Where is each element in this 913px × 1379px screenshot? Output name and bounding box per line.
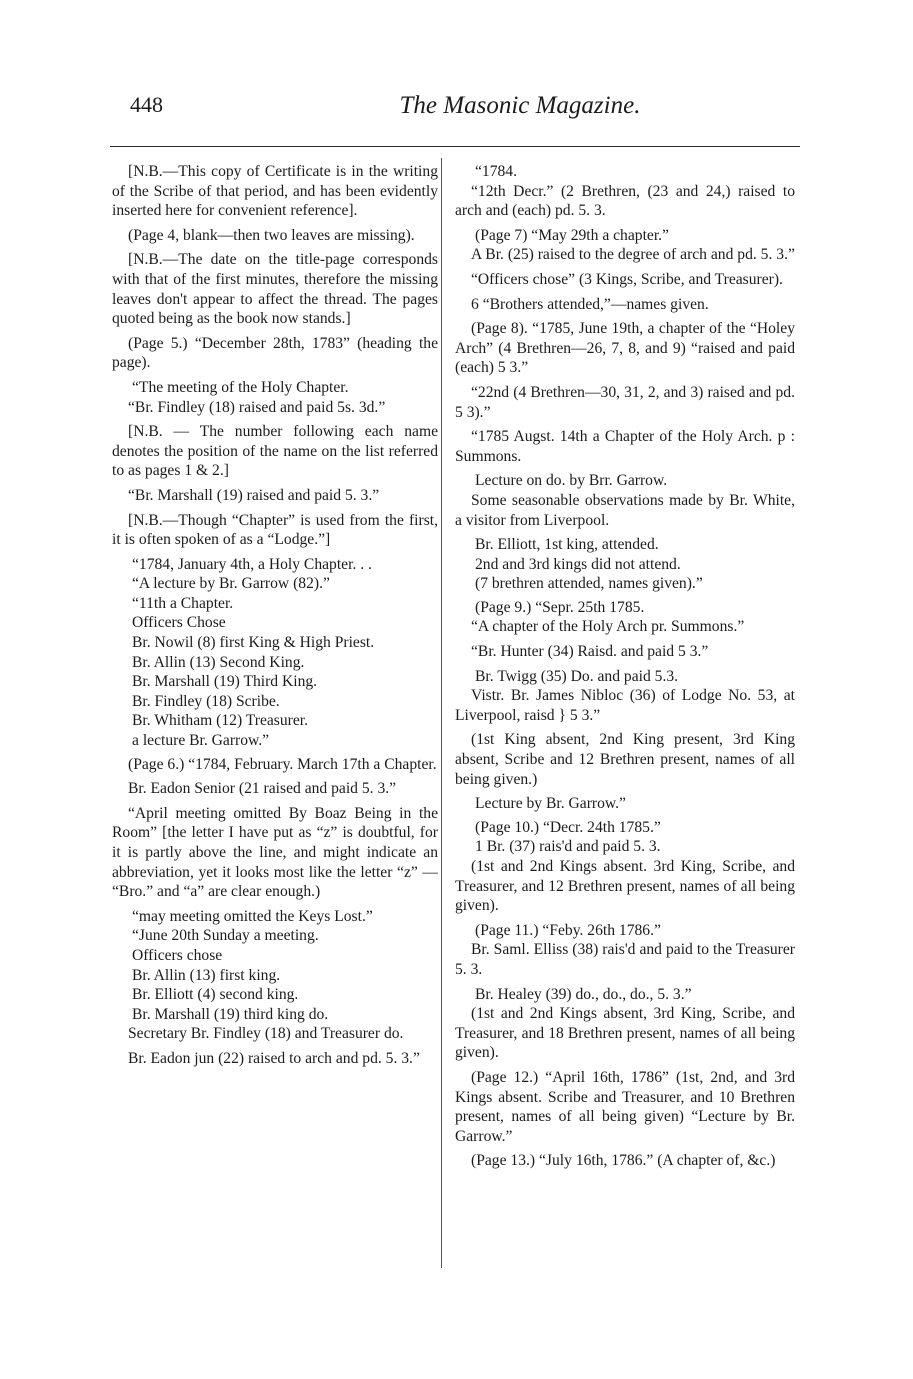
text-line: Br. Findley (18) Scribe. — [132, 692, 280, 710]
text-line: “June 20th Sunday a meeting. — [132, 927, 319, 945]
text-line: Lecture on do. by Brr. Garrow. — [475, 472, 668, 490]
paragraph: (Page 6.) “1784, February. March 17th a Chapter. — [128, 755, 437, 773]
paragraph: Some seasonable observations made by Br. White, a visitor from Liverpool. — [455, 491, 795, 529]
paragraph: (Page 12.) “April 16th, 1786” (1st, 2nd, and 3rd Kings absent. Scribe and Treasurer, and 10 Brethren present, names of all being given) “Lecture by Br. Garrow.” — [455, 1068, 795, 1145]
paragraph: (Page 8). “1785, June 19th, a chapter of the “Holey Arch” (4 Brethren—26, 7, 8, and 9) “raised and paid (each) 5 3.” — [455, 320, 795, 377]
text-line: Br. Marshall (19) Third King. — [132, 673, 318, 691]
text-line: Officers Chose — [132, 614, 226, 632]
paragraph: “A chapter of the Holy Arch pr. Summons.” — [471, 618, 745, 636]
paragraph: [N.B.—The date on the title-page corresponds with that of the first minutes, therefore the missing leaves don't appear to affect the thread. The pages quoted being as the book now stands.] — [112, 251, 438, 328]
column-divider — [441, 158, 442, 1268]
paragraph: Br. Saml. Elliss (38) rais'd and paid to the Treasurer 5. 3. — [455, 941, 795, 978]
paragraph: A Br. (25) raised to the degree of arch and pd. 5. 3.” — [471, 246, 795, 264]
text-line: “1784. — [475, 163, 518, 180]
left-column — [112, 162, 438, 1074]
paragraph: [N.B.—Though “Chapter” is used from the first, it is often spoken of as a “Lodge.”] — [112, 511, 438, 549]
text-line: “1784, January 4th, a Holy Chapter. . . — [132, 555, 372, 573]
paragraph: “22nd (4 Brethren—30, 31, 2, and 3) raised and pd. 5 3).” — [455, 383, 795, 421]
text-line: 2nd and 3rd kings did not attend. — [475, 555, 681, 573]
text-line: a lecture Br. Garrow.” — [132, 732, 270, 750]
paragraph: “April meeting omitted By Boaz Being in the Room” [the letter I have put as “z” is doubtful, for it is partly above the line, and might indicate an abbreviation, yet it looks most like the letter “z” — “Bro.” and “a” are clear enough.) — [112, 804, 438, 901]
text-line: “11th a Chapter. — [132, 594, 234, 612]
paragraph: Secretary Br. Findley (18) and Treasurer do. — [128, 1025, 404, 1043]
text-line: (Page 10.) “Decr. 24th 1785.” — [475, 818, 661, 836]
running-head: The Masonic Magazine. — [399, 92, 641, 119]
text-line: Br. Allin (13) first king. — [132, 966, 281, 984]
header-rule — [110, 146, 800, 147]
paragraph: “Officers chose” (3 Kings, Scribe, and Treasurer). — [471, 270, 783, 288]
paragraph: “1785 Augst. 14th a Chapter of the Holy Arch. p : Summons. — [455, 428, 795, 465]
paragraph: (1st King absent, 2nd King present, 3rd King absent, Scribe and 12 Brethren present, names of all being given.) — [455, 731, 795, 788]
paragraph: (Page 5.) “December 28th, 1783” (heading the page). — [112, 334, 438, 372]
text-line: Br. Whitham (12) Treasurer. — [132, 712, 308, 730]
text-line: 1 Br. (37) rais'd and paid 5. 3. — [475, 838, 661, 856]
text-line: (7 brethren attended, names given).” — [475, 575, 703, 593]
text-line: Br. Allin (13) Second King. — [132, 653, 305, 671]
paragraph: [N.B. — The number following each name denotes the position of the name on the list referred to as pages 1 & 2.] — [112, 423, 438, 480]
paragraph: “Br. Findley (18) raised and paid 5s. 3d.” — [128, 398, 386, 416]
paragraph: [N.B.—This copy of Certificate is in the writing of the Scribe of that period, and has been evidently inserted here for convenient reference]. — [112, 163, 438, 220]
text-line: Officers chose — [132, 946, 223, 964]
text-line: Br. Twigg (35) Do. and paid 5.3. — [475, 667, 679, 685]
text-line: “The meeting of the Holy Chapter. — [132, 378, 349, 396]
text-line: Br. Elliott (4) second king. — [132, 986, 299, 1004]
text-line: “may meeting omitted the Keys Lost.” — [132, 907, 373, 925]
paragraph: Br. Eadon jun (22) raised to arch and pd. 5. 3.” — [128, 1049, 420, 1067]
text-line: Br. Marshall (19) third king do. — [132, 1005, 329, 1023]
paragraph: Vistr. Br. James Nibloc (36) of Lodge No. 53, at Liverpool, raisd } 5 3.” — [455, 687, 795, 724]
text-line: (Page 7) “May 29th a chapter.” — [475, 226, 669, 244]
text-line: Br. Nowil (8) first King & High Priest. — [132, 634, 375, 652]
paragraph: “Br. Marshall (19) raised and paid 5. 3.” — [128, 486, 380, 504]
text-line: “A lecture by Br. Garrow (82).” — [132, 575, 330, 593]
paragraph: “12th Decr.” (2 Brethren, (23 and 24,) raised to arch and (each) pd. 5. 3. — [455, 182, 795, 220]
text-line: (Page 9.) “Sepr. 25th 1785. — [475, 598, 645, 616]
paragraph: “Br. Hunter (34) Raisd. and paid 5 3.” — [471, 643, 709, 661]
page-number: 448 — [130, 92, 163, 117]
text-line: (Page 11.) “Feby. 26th 1786.” — [475, 921, 661, 939]
text-line: Br. Elliott, 1st king, attended. — [475, 536, 659, 554]
paragraph: (1st and 2nd Kings absent. 3rd King, Scribe, and Treasurer, and 12 Brethren present, names of all being given). — [455, 858, 795, 915]
right-column — [455, 162, 795, 1176]
paragraph: 6 “Brothers attended,”—names given. — [471, 295, 709, 313]
paragraph: (Page 4, blank—then two leaves are missing). — [128, 226, 415, 244]
paragraph: (Page 13.) “July 16th, 1786.” (A chapter of, &c.) — [471, 1152, 776, 1170]
paragraph: Br. Eadon Senior (21 raised and paid 5. 3.” — [128, 780, 397, 798]
text-line: Br. Healey (39) do., do., do., 5. 3.” — [475, 985, 692, 1003]
paragraph: (1st and 2nd Kings absent, 3rd King, Scribe, and Treasurer, and 18 Brethren present, names of all being given). — [455, 1005, 795, 1062]
text-line: Lecture by Br. Garrow.” — [475, 795, 626, 813]
